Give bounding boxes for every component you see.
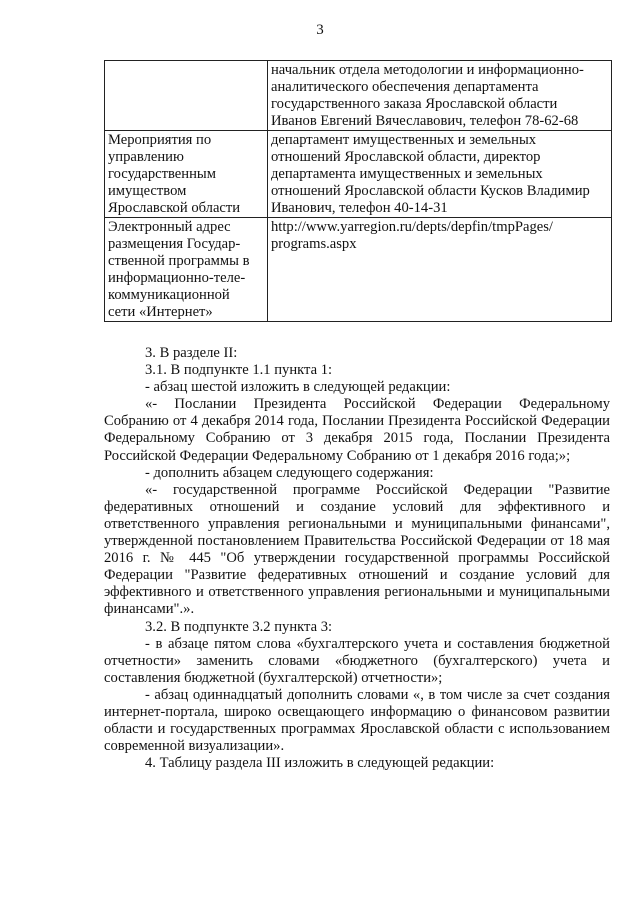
table-cell-label [105,218,268,322]
table-cell-label [105,61,268,131]
program-link[interactable]: http://www.yarregion.ru/depts/depfin/tmpPages/ [271,219,553,235]
paragraph: - дополнить абзацем следующего содержания: [145,464,434,481]
cell-line: государственным [108,166,216,182]
table-row [105,218,612,322]
cell-line: государственного заказа Ярославской области [271,96,558,112]
table-cell-label [105,131,268,218]
table-row [105,61,612,131]
cell-line: управлению [108,149,184,165]
cell-line: отношений Ярославской области, директор [271,149,541,165]
paragraph: 3.1. В подпункте 1.1 пункта 1: [145,362,333,379]
paragraph: 4. Таблицу раздела III изложить в следующей редакции: [145,755,495,772]
paragraph: 3. В разделе II: [145,345,238,361]
cell-line: начальник отдела методологии и информационно- [271,62,584,78]
cell-line: отношений Ярославской области Кусков Владимир [271,183,590,199]
paragraph: - абзац шестой изложить в следующей редакции: [145,379,451,396]
cell-line: сети «Интернет» [108,304,213,320]
page-number: 3 [316,22,324,38]
cell-line: коммуникационной [108,287,230,303]
table-cell-value [268,61,612,131]
info-table [104,60,612,322]
cell-line: Иванович, телефон 40-14-31 [271,200,448,216]
cell-line: размещения Государ- [108,236,241,252]
table-cell-value [268,131,612,218]
cell-line: департамента имущественных и земельных [271,166,543,182]
paragraph: - в абзаце пятом слова «бухгалтерского учета и составления бюджетной отчетности» заменить словами «бюджетного (бухгалтерского) учета и составления бюджетной (бухгалтерской) отчетности»; [104,635,610,686]
cell-line: информационно-теле- [108,270,246,286]
table-row [105,131,612,218]
cell-line: имуществом [108,183,187,199]
document-body [104,345,610,772]
paragraph: - абзац одиннадцатый дополнить словами «, в том числе за счет создания интернет-портала, широко освещающего информацию о финансовом развитии области и государственных программах Ярославской области с использованием современной визуализации». [104,686,610,755]
cell-line: Ярославской области [108,200,241,216]
cell-line: Иванов Евгений Вячеславович, телефон 78-62-68 [271,113,579,129]
paragraph: 3.2. В подпункте 3.2 пункта 3: [145,618,333,635]
cell-line: Электронный адрес [108,219,231,235]
cell-line: департамент имущественных и земельных [271,132,537,148]
cell-line: аналитического обеспечения департамента [271,79,539,95]
cell-line: Мероприятия по [108,132,212,148]
program-link[interactable]: programs.aspx [271,236,357,252]
table-cell-value [268,218,612,322]
paragraph: «- Послании Президента Российской Федерации Федеральному Собранию от 4 декабря 2014 года, Послании Президента Российской Федерации Федеральному Собранию от 3 декабря 2015 года, Послании Президента Российской Федерации Федеральному Собранию от 1 декабря 2016 года;»; [104,396,610,464]
cell-line: ственной программы в [108,253,250,269]
paragraph: «- государственной программе Российской Федерации "Развитие федеративных отношений и создание условий для эффективного и ответственного управления региональными и муниципальными финансами", утвержденной постановлением Правительства Российской Федерации от 18 мая 2016 г. № 445 "Об утверждении государственной программы Российской Федерации "Развитие федеративных отношений и создание условий для эффективного и ответственного управления региональными и муниципальными финансами".». [104,481,610,618]
